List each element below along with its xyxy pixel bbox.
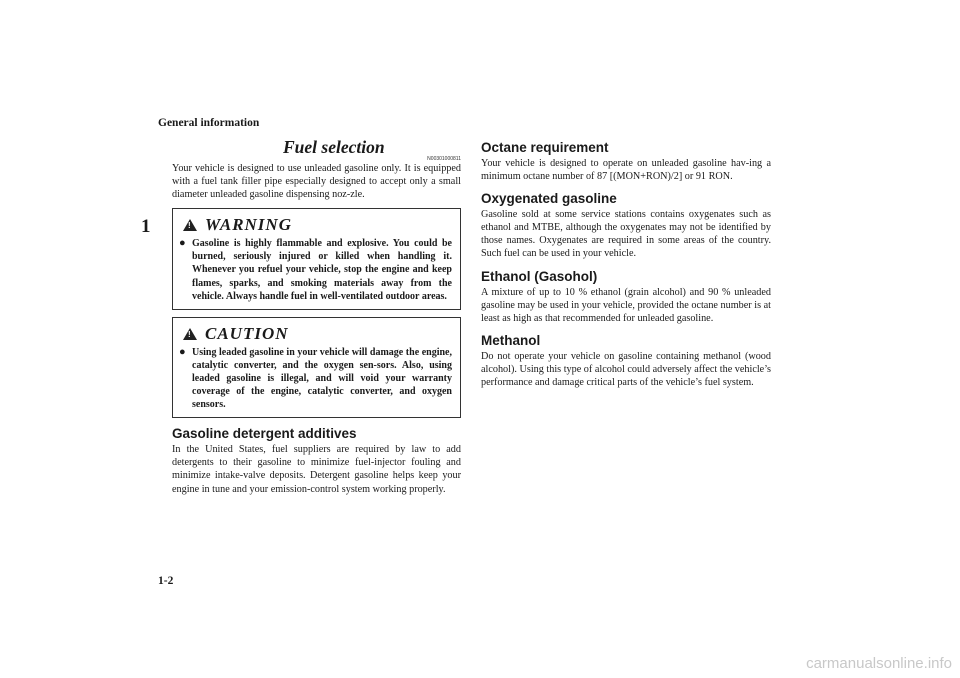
right-column: [481, 140, 771, 389]
bullet-icon: ●: [179, 237, 186, 250]
warning-item: [179, 237, 452, 302]
caution-item: [179, 346, 452, 411]
detergent-heading: Gasoline detergent additives: [172, 426, 357, 442]
caution-header: [183, 324, 452, 344]
warning-triangle-icon: [183, 219, 197, 231]
oxygenated-heading: Oxygenated gasoline: [481, 191, 617, 207]
intro-paragraph: Your vehicle is designed to use unleaded gasoline only. It is equipped with a fuel tank filler pipe especially designed to accept only a small diameter unleaded gasoline dispensing noz-zle.: [172, 163, 461, 201]
caution-triangle-icon: [183, 328, 197, 340]
bullet-icon: ●: [179, 345, 186, 358]
warning-text: Gasoline is highly flammable and explosive. You could be burned, seriously injured or killed when handling it. Whenever you refuel your vehicle, stop the engine and keep flames, sparks, and smoking materials away from the vehicle. Always handle fuel in well-ventilated outdoor areas.: [192, 238, 452, 302]
page-number: 1-2: [158, 575, 174, 587]
methanol-paragraph: Do not operate your vehicle on gasoline containing methanol (wood alcohol). Using this type of alcohol could adversely affect the vehicle’s performance and damage critical parts of the vehicle’s fuel system.: [481, 350, 771, 389]
octane-paragraph: Your vehicle is designed to operate on unleaded gasoline hav-ing a minimum octane number of 87 [(MON+RON)/2] or 91 RON.: [481, 158, 771, 183]
warning-box: [172, 208, 461, 309]
detergent-paragraph: In the United States, fuel suppliers are required by law to add detergents to their gasoline to minimize fuel-injector fouling and minimize intake-valve deposits. Detergent gasoline helps keep your engine in tune and your emission-control system working properly.: [172, 444, 461, 495]
octane-heading: Octane requirement: [481, 140, 609, 155]
ethanol-heading: Ethanol (Gasohol): [481, 268, 598, 284]
ethanol-paragraph: A mixture of up to 10 % ethanol (grain alcohol) and 90 % unleaded gasoline may be used in your vehicle, provided the octane number is at least as high as that recommended for unleaded gasoline.: [481, 286, 771, 324]
running-header: General information: [158, 117, 260, 129]
watermark-text: carmanualsonline.info: [806, 655, 952, 672]
caution-text: Using leaded gasoline in your vehicle will damage the engine, catalytic converter, and the oxygen sen-sors. Also, using leaded gasoline is illegal, and will void your warranty coverage of the engine, catalytic converter, and oxygen sensors.: [192, 346, 452, 411]
warning-header: [183, 215, 452, 235]
caution-box: [172, 317, 461, 418]
warning-title: WARNING: [205, 215, 292, 235]
caution-title: CAUTION: [205, 323, 289, 343]
oxygenated-paragraph: Gasoline sold at some service stations contains oxygenates such as ethanol and MTBE, although the oxygenates may not be identified by those names. Oxygenates are required in some areas of the country. Such fuel can be used in your vehicle.: [481, 209, 771, 260]
reference-code: N00301000811: [427, 156, 461, 162]
methanol-heading: Methanol: [481, 332, 541, 348]
page-title: Fuel selection: [283, 137, 385, 157]
left-column: [172, 136, 461, 496]
section-tab-number: 1: [141, 216, 151, 237]
